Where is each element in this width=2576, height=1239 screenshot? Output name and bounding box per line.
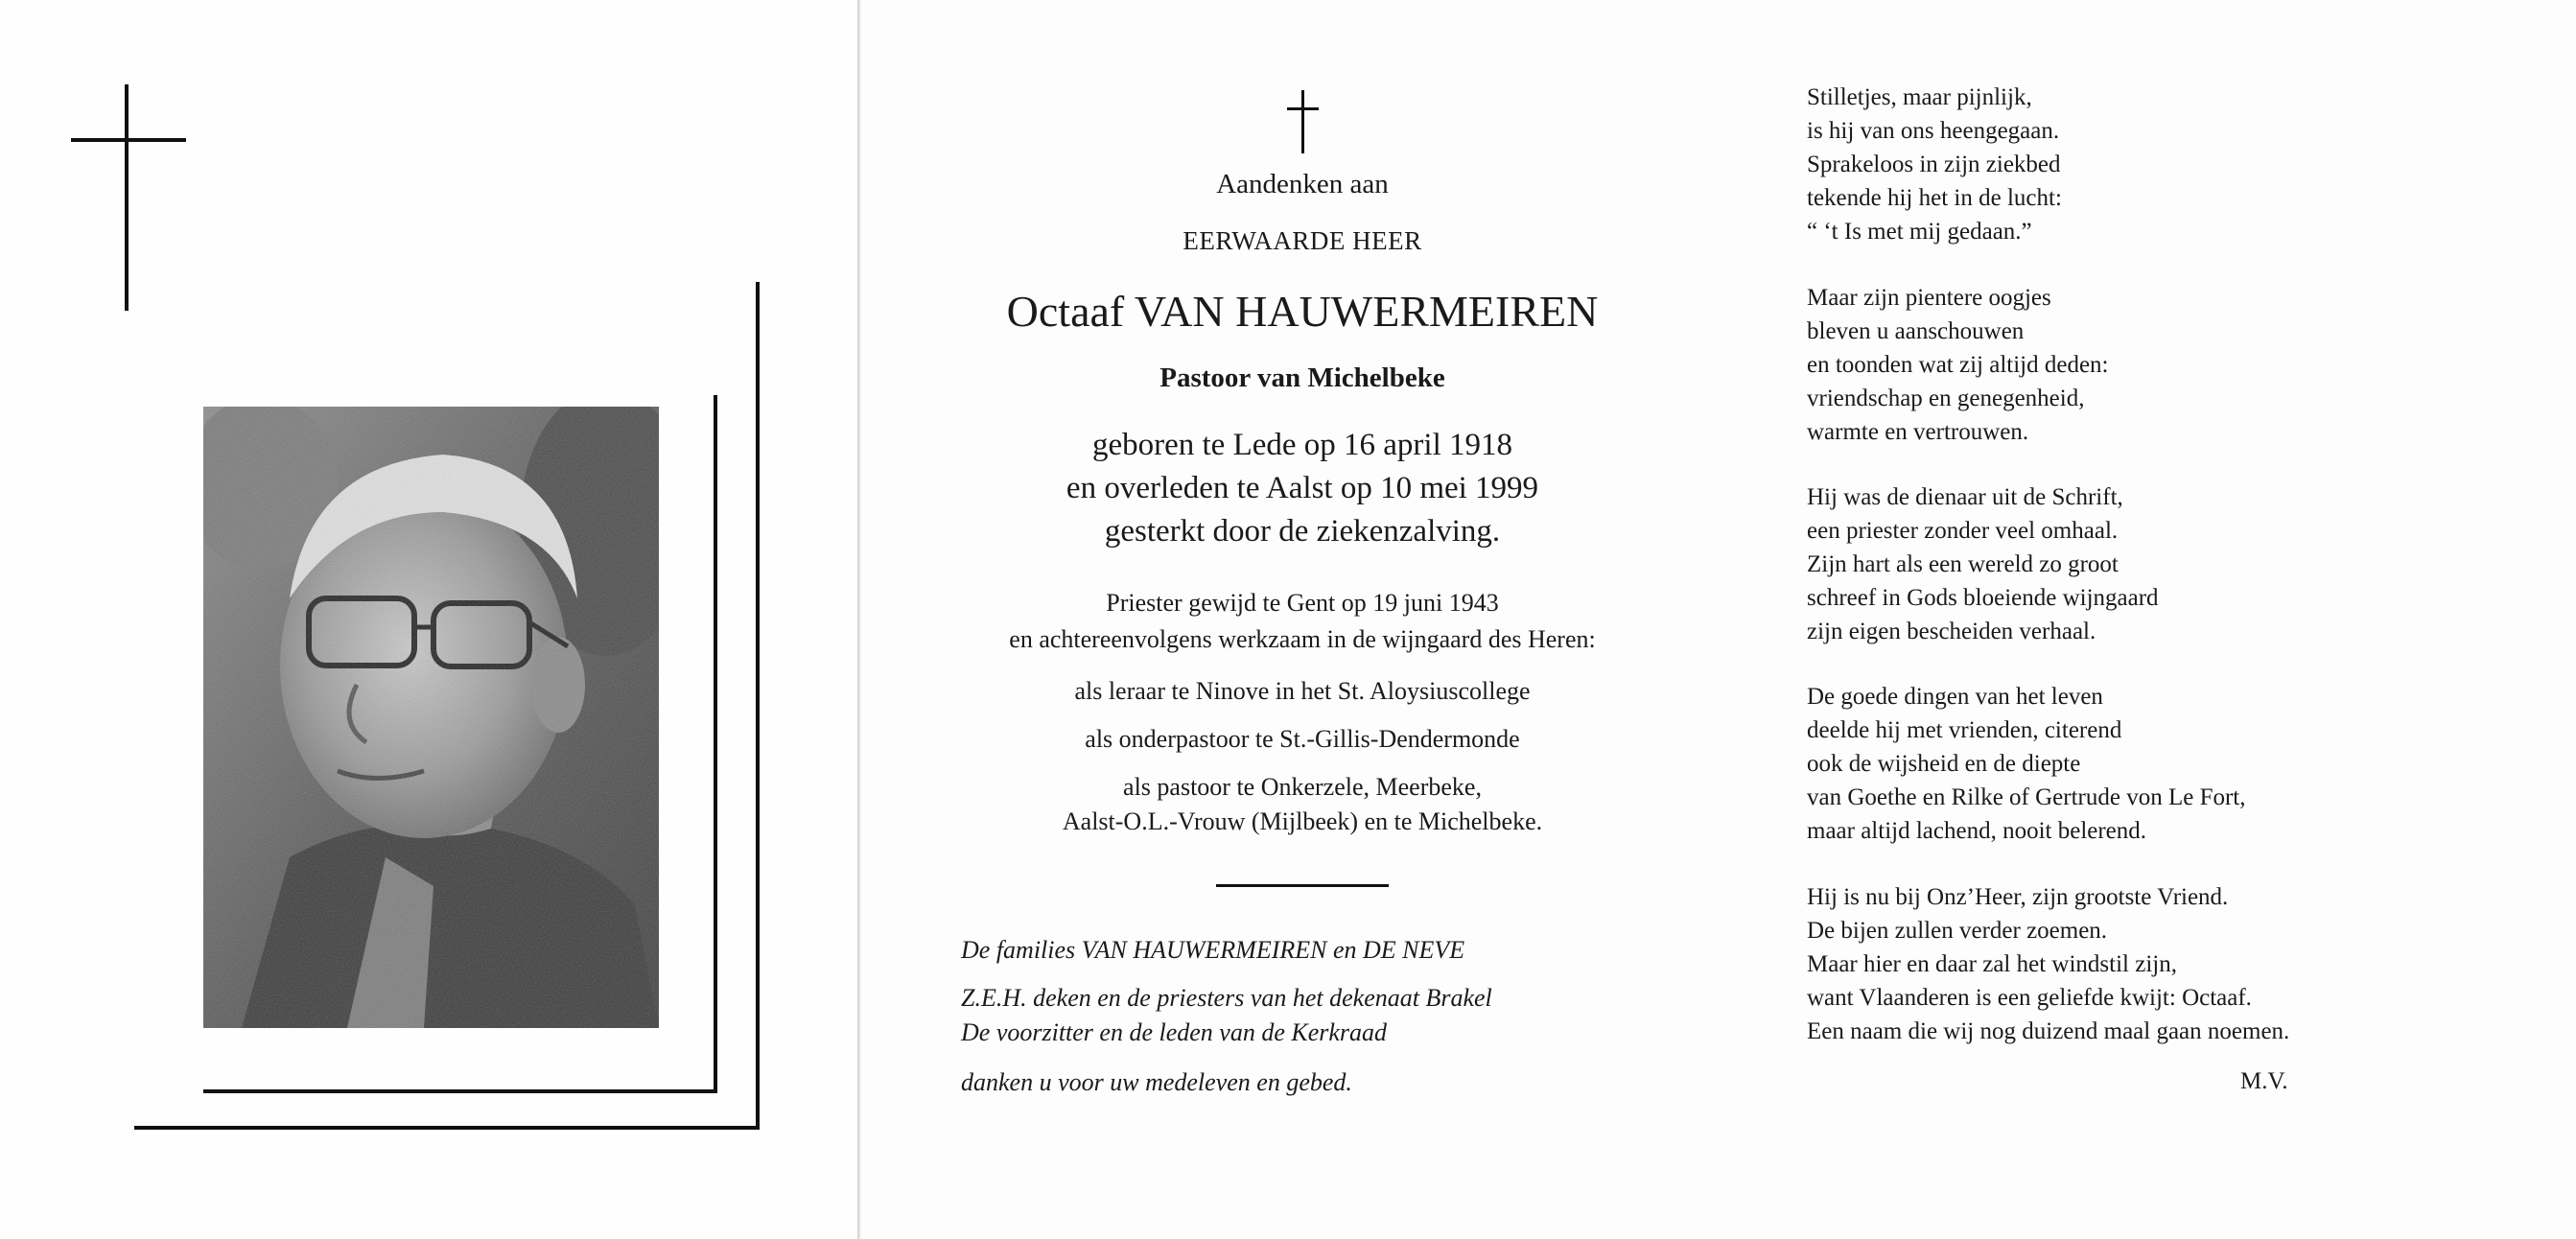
birth-line: geboren te Lede op 16 april 1918 — [1091, 428, 1513, 462]
career-line: Aalst-O.L.-Vrouw (Mijlbeek) en te Michelbeke. — [1062, 807, 1543, 835]
poem-line: een priester zonder veel omhaal. — [1807, 518, 2119, 544]
title-prefix: EERWAARDE HEER — [1183, 226, 1422, 255]
death-line: en overleden te Aalst op 10 mei 1999 — [1066, 471, 1539, 505]
poem-line: warmte en vertrouwen. — [1807, 419, 2029, 445]
poem-line: Hij is nu bij Onz’Heer, zijn grootste Vriend. — [1807, 884, 2229, 910]
poem-line: Een naam die wij nog duizend maal gaan noemen. — [1807, 1018, 2290, 1044]
poem-line: Zijn hart als een wereld zo groot — [1807, 551, 2119, 577]
frame-line — [203, 1089, 717, 1093]
deceased-name: Octaaf VAN HAUWERMEIREN — [1006, 287, 1599, 336]
left-panel — [0, 0, 858, 1239]
poem-line: Maar hier en daar zal het windstil zijn, — [1807, 951, 2177, 977]
poem-line: Maar zijn pientere oogjes — [1807, 285, 2051, 311]
frame-line — [756, 282, 760, 1128]
poem-line: tekende hij het in de lucht: — [1807, 185, 2062, 211]
poem-line: Stilletjes, maar pijnlijk, — [1807, 84, 2032, 110]
poem-line: “ ‘t Is met mij gedaan.” — [1807, 219, 2032, 245]
poem-line: van Goethe en Rilke of Gertrude von Le Fort, — [1807, 784, 2246, 810]
right-panel — [861, 0, 2576, 1239]
poem-line: schreef in Gods bloeiende wijngaard — [1807, 585, 2159, 611]
poem-line: vriendschap en genegenheid, — [1807, 386, 2085, 411]
poem-line: De goede dingen van het leven — [1807, 684, 2103, 710]
career-line: als pastoor te Onkerzele, Meerbeke, — [1123, 773, 1482, 801]
families-line: De families VAN HAUWERMEIREN en DE NEVE — [961, 936, 1465, 964]
poem-line: maar altijd lachend, nooit belerend. — [1807, 818, 2147, 844]
career-line: als onderpastoor te St.-Gillis-Dendermonde — [1085, 725, 1520, 753]
families-line: De voorzitter en de leden van de Kerkraad — [961, 1018, 1388, 1046]
sacrament-line: gesterkt door de ziekenzalving. — [1104, 514, 1501, 549]
poem-line: ook de wijsheid en de diepte — [1807, 751, 2081, 777]
poem-line: is hij van ons heengegaan. — [1807, 118, 2060, 144]
poem-line: bleven u aanschouwen — [1807, 318, 2025, 344]
separator-rule — [1216, 884, 1389, 887]
poem-line: en toonden wat zij altijd deden: — [1807, 352, 2109, 378]
ordination-line: Priester gewijd te Gent op 19 juni 1943 — [1106, 589, 1499, 617]
families-line: danken u voor uw medeleven en gebed. — [961, 1068, 1352, 1096]
families-line: Z.E.H. deken en de priesters van het dekenaat Brakel — [961, 984, 1492, 1012]
poem-line: Hij was de dienaar uit de Schrift, — [1807, 484, 2123, 510]
portrait-photo — [203, 407, 659, 1028]
poem-line: want Vlaanderen is een geliefde kwijt: Octaaf. — [1807, 985, 2252, 1011]
career-line: als leraar te Ninove in het St. Aloysiuscollege — [1074, 677, 1531, 705]
frame-line — [134, 1126, 760, 1130]
header-text: Aandenken aan — [1216, 169, 1389, 199]
poem-line: Sprakeloos in zijn ziekbed — [1807, 152, 2061, 177]
role-text: Pastoor van Michelbeke — [1159, 362, 1445, 393]
frame-line — [714, 395, 717, 1093]
poem-line: deelde hij met vrienden, citerend — [1807, 717, 2122, 743]
poem-signature: M.V. — [2240, 1068, 2288, 1094]
ordination-line: en achtereenvolgens werkzaam in de wijngaard des Heren: — [1009, 625, 1596, 653]
poem-line: zijn eigen bescheiden verhaal. — [1807, 619, 2096, 644]
poem-line: De bijen zullen verder zoemen. — [1807, 918, 2108, 944]
